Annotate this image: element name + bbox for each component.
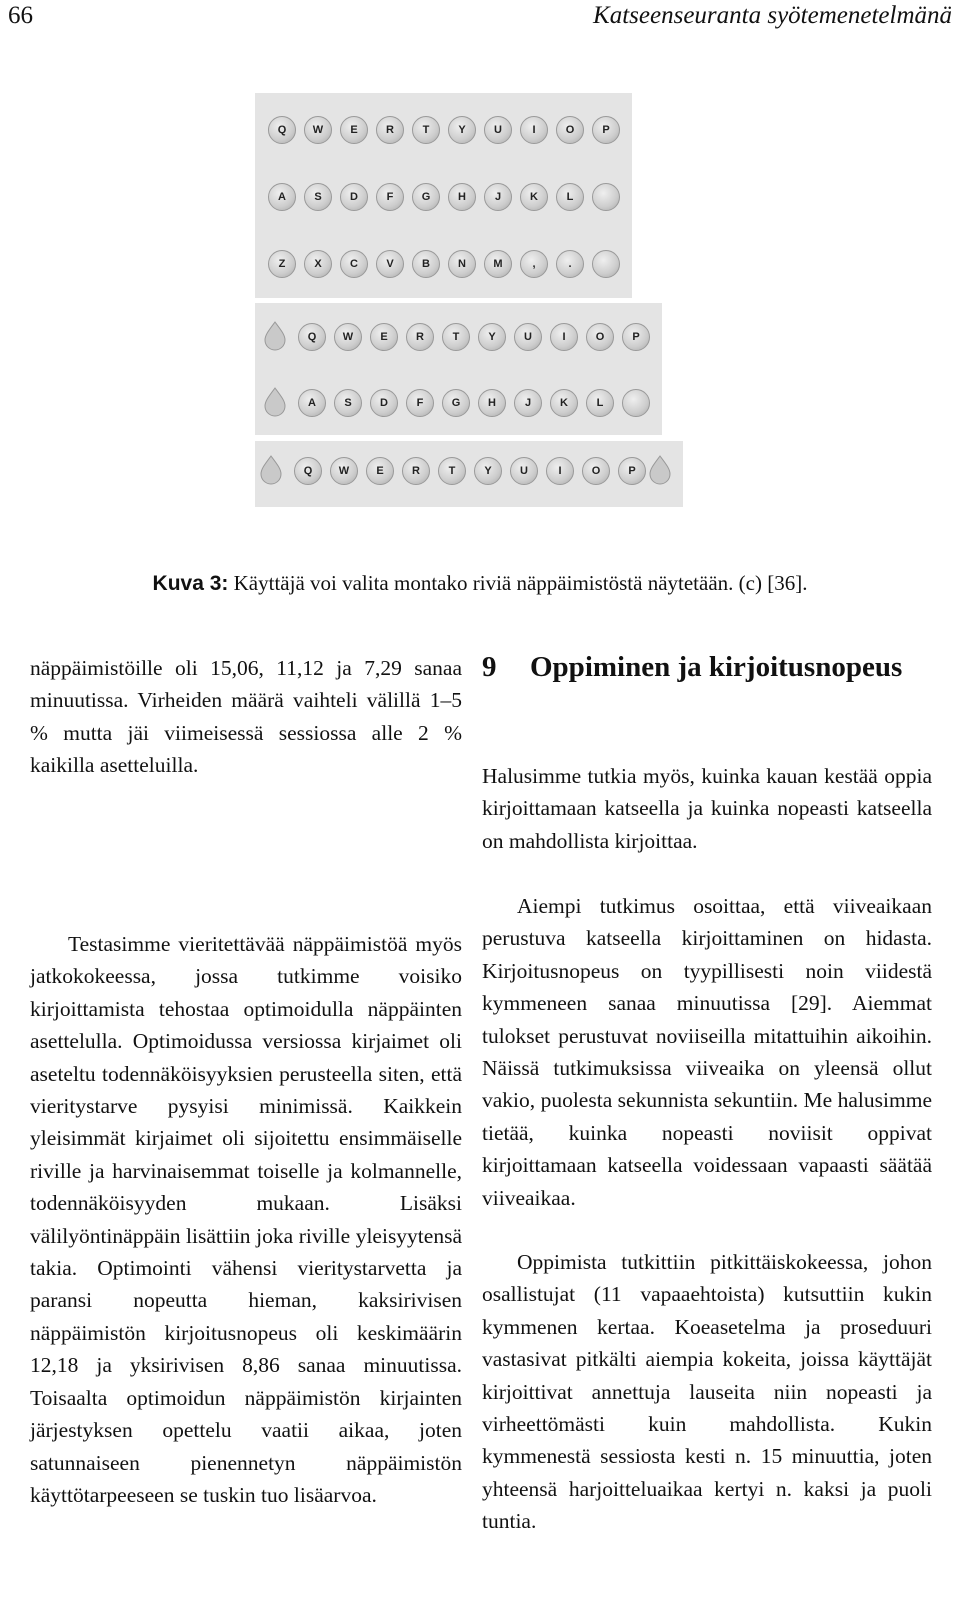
- key-r: R: [402, 457, 430, 485]
- key-b: B: [412, 250, 440, 278]
- key-t: T: [412, 116, 440, 144]
- key-k: K: [550, 389, 578, 417]
- running-title: Katseenseuranta syötemenetelmänä: [593, 2, 952, 29]
- section-number: 9: [482, 651, 497, 683]
- key-q: Q: [294, 457, 322, 485]
- key-p: P: [592, 116, 620, 144]
- key-i: I: [550, 323, 578, 351]
- key-u: U: [514, 323, 542, 351]
- row-scroll-drop-icon: [648, 455, 672, 485]
- key-p: P: [618, 457, 646, 485]
- key-p: P: [622, 323, 650, 351]
- key-u: U: [510, 457, 538, 485]
- key-r: R: [376, 116, 404, 144]
- key-h: H: [478, 389, 506, 417]
- left-paragraph-1: näppäimistöille oli 15,06, 11,12 ja 7,29 sanaa minuutissa. Virheiden määrä vaihteli välillä 1–5 % mutta jäi viimeisessä sessiossa alle 2 % kaikilla asetteluilla.: [30, 656, 462, 778]
- figure-caption: [0, 571, 960, 596]
- caption-label: Kuva 3:: [152, 572, 229, 595]
- caption-text: Käyttäjä voi valita montako riviä näppäimistöstä näytetään. (c) [36].: [228, 571, 808, 595]
- key-i: I: [520, 116, 548, 144]
- key-t: T: [438, 457, 466, 485]
- key-x: X: [304, 250, 332, 278]
- key-i: I: [546, 457, 574, 485]
- key-q: Q: [298, 323, 326, 351]
- key-z: Z: [268, 250, 296, 278]
- key-e: E: [370, 323, 398, 351]
- key-q: Q: [268, 116, 296, 144]
- key-w: W: [334, 323, 362, 351]
- key-v: V: [376, 250, 404, 278]
- key-d: D: [370, 389, 398, 417]
- page-number: 66: [8, 2, 33, 29]
- key-n: N: [448, 250, 476, 278]
- left-paragraph-2: Testasimme vieritettävää näppäimistöä myös jatkokokeessa, jossa tutkimme voisiko kirjoittamista tehostaa optimoidulla näppäinten asettelulla. Optimoidussa versiossa kirjaimet oli aseteltu todennäköisyyksien perusteella siten, että vieritystarve pysyisi minimissä. Kaikkein yleisimmät kirjaimet oli sijoitettu ensimmäiselle riville ja harvinaisemmat toiselle ja kolmannelle, todennäköisyyden mukaan. Lisäksi välilyöntinäppäin lisättiin joka riville yleisyytensä takia. Optimointi vähensi vieritystarvetta ja paransi nopeutta hieman, kaksirivisen näppäimistön kirjoitusnopeus oli keskimäärin 12,18 ja yksirivisen 8,86 sanaa minuutissa. Toisaalta optimoidun näppäimistön kirjainten järjestyksen opettelu vaatii aikaa, joten satunnaiseen pienennetyn näppäimistön käyttötarpeeseen se tuskin tuo lisäarvoa.: [30, 932, 462, 1507]
- key-e: E: [366, 457, 394, 485]
- key-comma: ,: [520, 250, 548, 278]
- row-scroll-drop-icon: [263, 321, 287, 351]
- key-a: A: [268, 183, 296, 211]
- key-k: K: [520, 183, 548, 211]
- key-a: A: [298, 389, 326, 417]
- key-s: S: [334, 389, 362, 417]
- key-l: L: [556, 183, 584, 211]
- key-d: D: [340, 183, 368, 211]
- key-y: Y: [478, 323, 506, 351]
- key-y: Y: [474, 457, 502, 485]
- key-f: F: [406, 389, 434, 417]
- key-w: W: [330, 457, 358, 485]
- right-paragraph-1: Halusimme tutkia myös, kuinka kauan kestää oppia kirjoittamaan katseella ja kuinka nopeasti katseella on mahdollista kirjoittaa.: [482, 764, 932, 853]
- key-r: R: [406, 323, 434, 351]
- key-h: H: [448, 183, 476, 211]
- key-j: J: [514, 389, 542, 417]
- key-j: J: [484, 183, 512, 211]
- right-paragraph-3: Oppimista tutkittiin pitkittäiskokeessa, johon osallistujat (11 vapaaehtoista) kutsuttiin kukin kymmenen kertaa. Koeasetelma ja proseduuri vastasivat pitkälti aiempia kokeita, joissa käyttäjät kirjoittivat annettuja lauseita niin nopeasti ja virheettömästi kuin mahdollista. Kukin kymmenestä sessiosta kesti n. 15 minuuttia, joten yhteensä harjoitteluaikaa kertyi n. kaksi ja puoli tuntia.: [482, 1250, 932, 1534]
- key-f: F: [376, 183, 404, 211]
- key-w: W: [304, 116, 332, 144]
- key-g: G: [412, 183, 440, 211]
- blank-key: [592, 183, 620, 211]
- key-o: O: [556, 116, 584, 144]
- blank-key: [622, 389, 650, 417]
- key-m: M: [484, 250, 512, 278]
- key-o: O: [582, 457, 610, 485]
- right-paragraph-2: Aiempi tutkimus osoittaa, että viiveaikaan perustuva katseella kirjoittaminen on hidasta. Kirjoitusnopeus on tyypillisesti noin viidestä kymmeneen sanaa minuutissa [29]. Aiemmat tulokset perustuvat noviiseilla mitattuihin aikoihin. Näissä tutkimuksissa viiveaika on yleensä ollut vakio, puolesta sekunnista sekuntiin. Me halusimme tietää, kuinka nopeasti noviisit oppivat kirjoittamaan katseella voidessaan vapaasti säätää viiveaikaa.: [482, 894, 932, 1210]
- key-g: G: [442, 389, 470, 417]
- key-o: O: [586, 323, 614, 351]
- key-c: C: [340, 250, 368, 278]
- key-l: L: [586, 389, 614, 417]
- row-scroll-drop-icon: [263, 387, 287, 417]
- key-u: U: [484, 116, 512, 144]
- key-period: .: [556, 250, 584, 278]
- key-y: Y: [448, 116, 476, 144]
- key-t: T: [442, 323, 470, 351]
- section-title: Oppiminen ja kirjoitusnopeus: [530, 651, 903, 683]
- row-scroll-drop-icon: [259, 455, 283, 485]
- blank-key: [592, 250, 620, 278]
- key-s: S: [304, 183, 332, 211]
- key-e: E: [340, 116, 368, 144]
